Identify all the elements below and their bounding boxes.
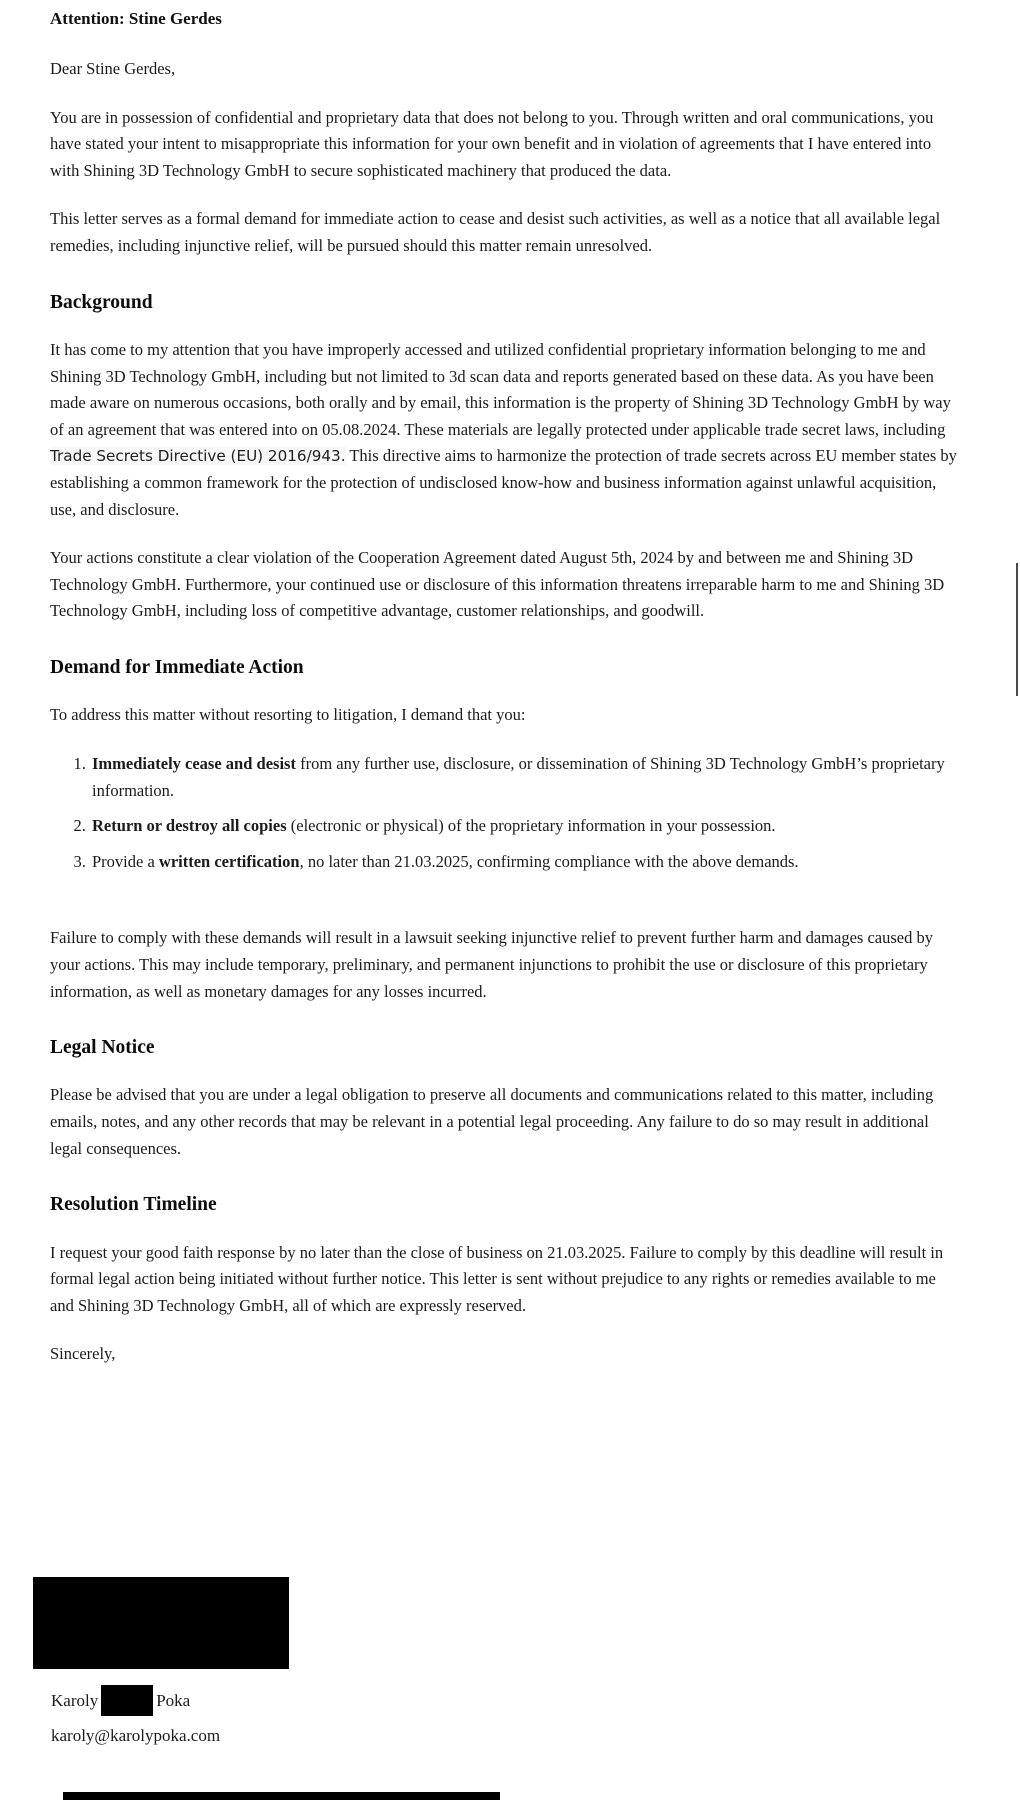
demand-item-3-pre: Provide a — [92, 851, 159, 871]
background-paragraph-1 — [50, 337, 962, 523]
signer-last-name: Poka — [156, 1691, 191, 1710]
section-heading-demand: Demand for Immediate Action — [50, 656, 304, 678]
demand-item-3 — [90, 849, 960, 876]
demand-item-2-bold: Return or destroy all copies — [92, 816, 287, 836]
demand-item-3-rest: , no later than 21.03.2025, confirming compliance with the above demands. — [299, 851, 799, 871]
demand-item-1 — [90, 751, 960, 804]
trade-secrets-directive-highlight: Trade Secrets Directive (EU) 2016/943. — [50, 447, 346, 466]
section-heading-background: Background — [50, 291, 153, 313]
intro-paragraph-1: You are in possession of confidential and proprietary data that does not belong to you. Through written and oral communications, you have stated your intent to misappropriate this information for your own benefit and in violation of agreements that I have entered into with Shining 3D Technology GmbH to secure sophisticated machinery that produced the data. — [50, 107, 934, 180]
demand-item-1-rest: from any further use, disclosure, or dissemination of Shining 3D Technology GmbH’s proprietary information. — [92, 753, 945, 800]
consequences-paragraph: Failure to comply with these demands will result in a lawsuit seeking injunctive relief to prevent further harm and damages caused by your actions. This may include temporary, preliminary, and permanent injunctions to prohibit the use or disclosure of this proprietary information, as well as monetary damages for any losses incurred. — [50, 928, 933, 1001]
signature-redaction-box — [33, 1577, 289, 1669]
legal-notice-paragraph: Please be advised that you are under a legal obligation to preserve all documents and communications related to this matter, including emails, notes, and any other records that may be relevant in a potential legal proceeding. Any failure to do so may result in additional legal consequences. — [50, 1085, 934, 1158]
background-text-after-highlight: This directive aims to harmonize the protection of trade secrets across EU member states by establishing a common framework for the protection of undisclosed know-how and business information against unlawful acquisition, use, and disclosure. — [50, 446, 957, 519]
background-paragraph-2: Your actions constitute a clear violation of the Cooperation Agreement dated August 5th, 2024 by and between me and Shining 3D Technology GmbH. Furthermore, your continued use or disclosure of this information threatens irreparable harm to me and Shining 3D Technology GmbH, including loss of competitive advantage, customer relationships, and goodwill. — [50, 548, 945, 621]
attention-line: Attention: Stine Gerdes — [50, 9, 222, 28]
closing-line: Sincerely, — [50, 1344, 116, 1364]
demand-item-2-rest: (electronic or physical) of the proprietary information in your possession. — [286, 816, 776, 836]
section-heading-resolution-timeline: Resolution Timeline — [50, 1194, 217, 1216]
scrollbar-thumb[interactable] — [1016, 563, 1018, 696]
resolution-paragraph: I request your good faith response by no later than the close of business on 21.03.2025. Failure to comply by this deadline will result in formal legal action being initiated without further notice. This letter is sent without prejudice to any rights or remedies available to me and Shining 3D Technology GmbH, all of which are expressly reserved. — [50, 1242, 944, 1315]
demand-item-1-bold: Immediately cease and desist — [92, 753, 296, 773]
middle-name-redaction-box — [101, 1685, 153, 1716]
demand-intro: To address this matter without resorting to litigation, I demand that you: — [50, 705, 526, 725]
demand-list — [50, 751, 960, 875]
background-text-before-highlight: It has come to my attention that you have improperly accessed and utilized confidential proprietary information belonging to me and Shining 3D Technology GmbH, including but not limited to 3d scan data and reports generated based on these data. As you have been made aware on numerous occasions, both orally and by email, this information is the property of Shining 3D Technology GmbH by way of an agreement that was entered into on 05.08.2024. These materials are legally protected under applicable trade secret laws, including — [50, 340, 951, 439]
signer-first-name: Karoly — [51, 1691, 99, 1710]
signer-email: karoly@karolypoka.com — [51, 1726, 221, 1745]
bottom-redaction-bar — [63, 1792, 500, 1800]
signature-name-line — [51, 1685, 962, 1716]
salutation: Dear Stine Gerdes, — [50, 59, 176, 79]
section-heading-legal-notice: Legal Notice — [50, 1037, 155, 1059]
intro-paragraph-2: This letter serves as a formal demand for immediate action to cease and desist such activities, as well as a notice that all available legal remedies, including injunctive relief, will be pursued should this matter remain unresolved. — [50, 209, 941, 256]
demand-item-2 — [90, 813, 960, 840]
demand-item-3-bold: written certification — [158, 851, 300, 871]
